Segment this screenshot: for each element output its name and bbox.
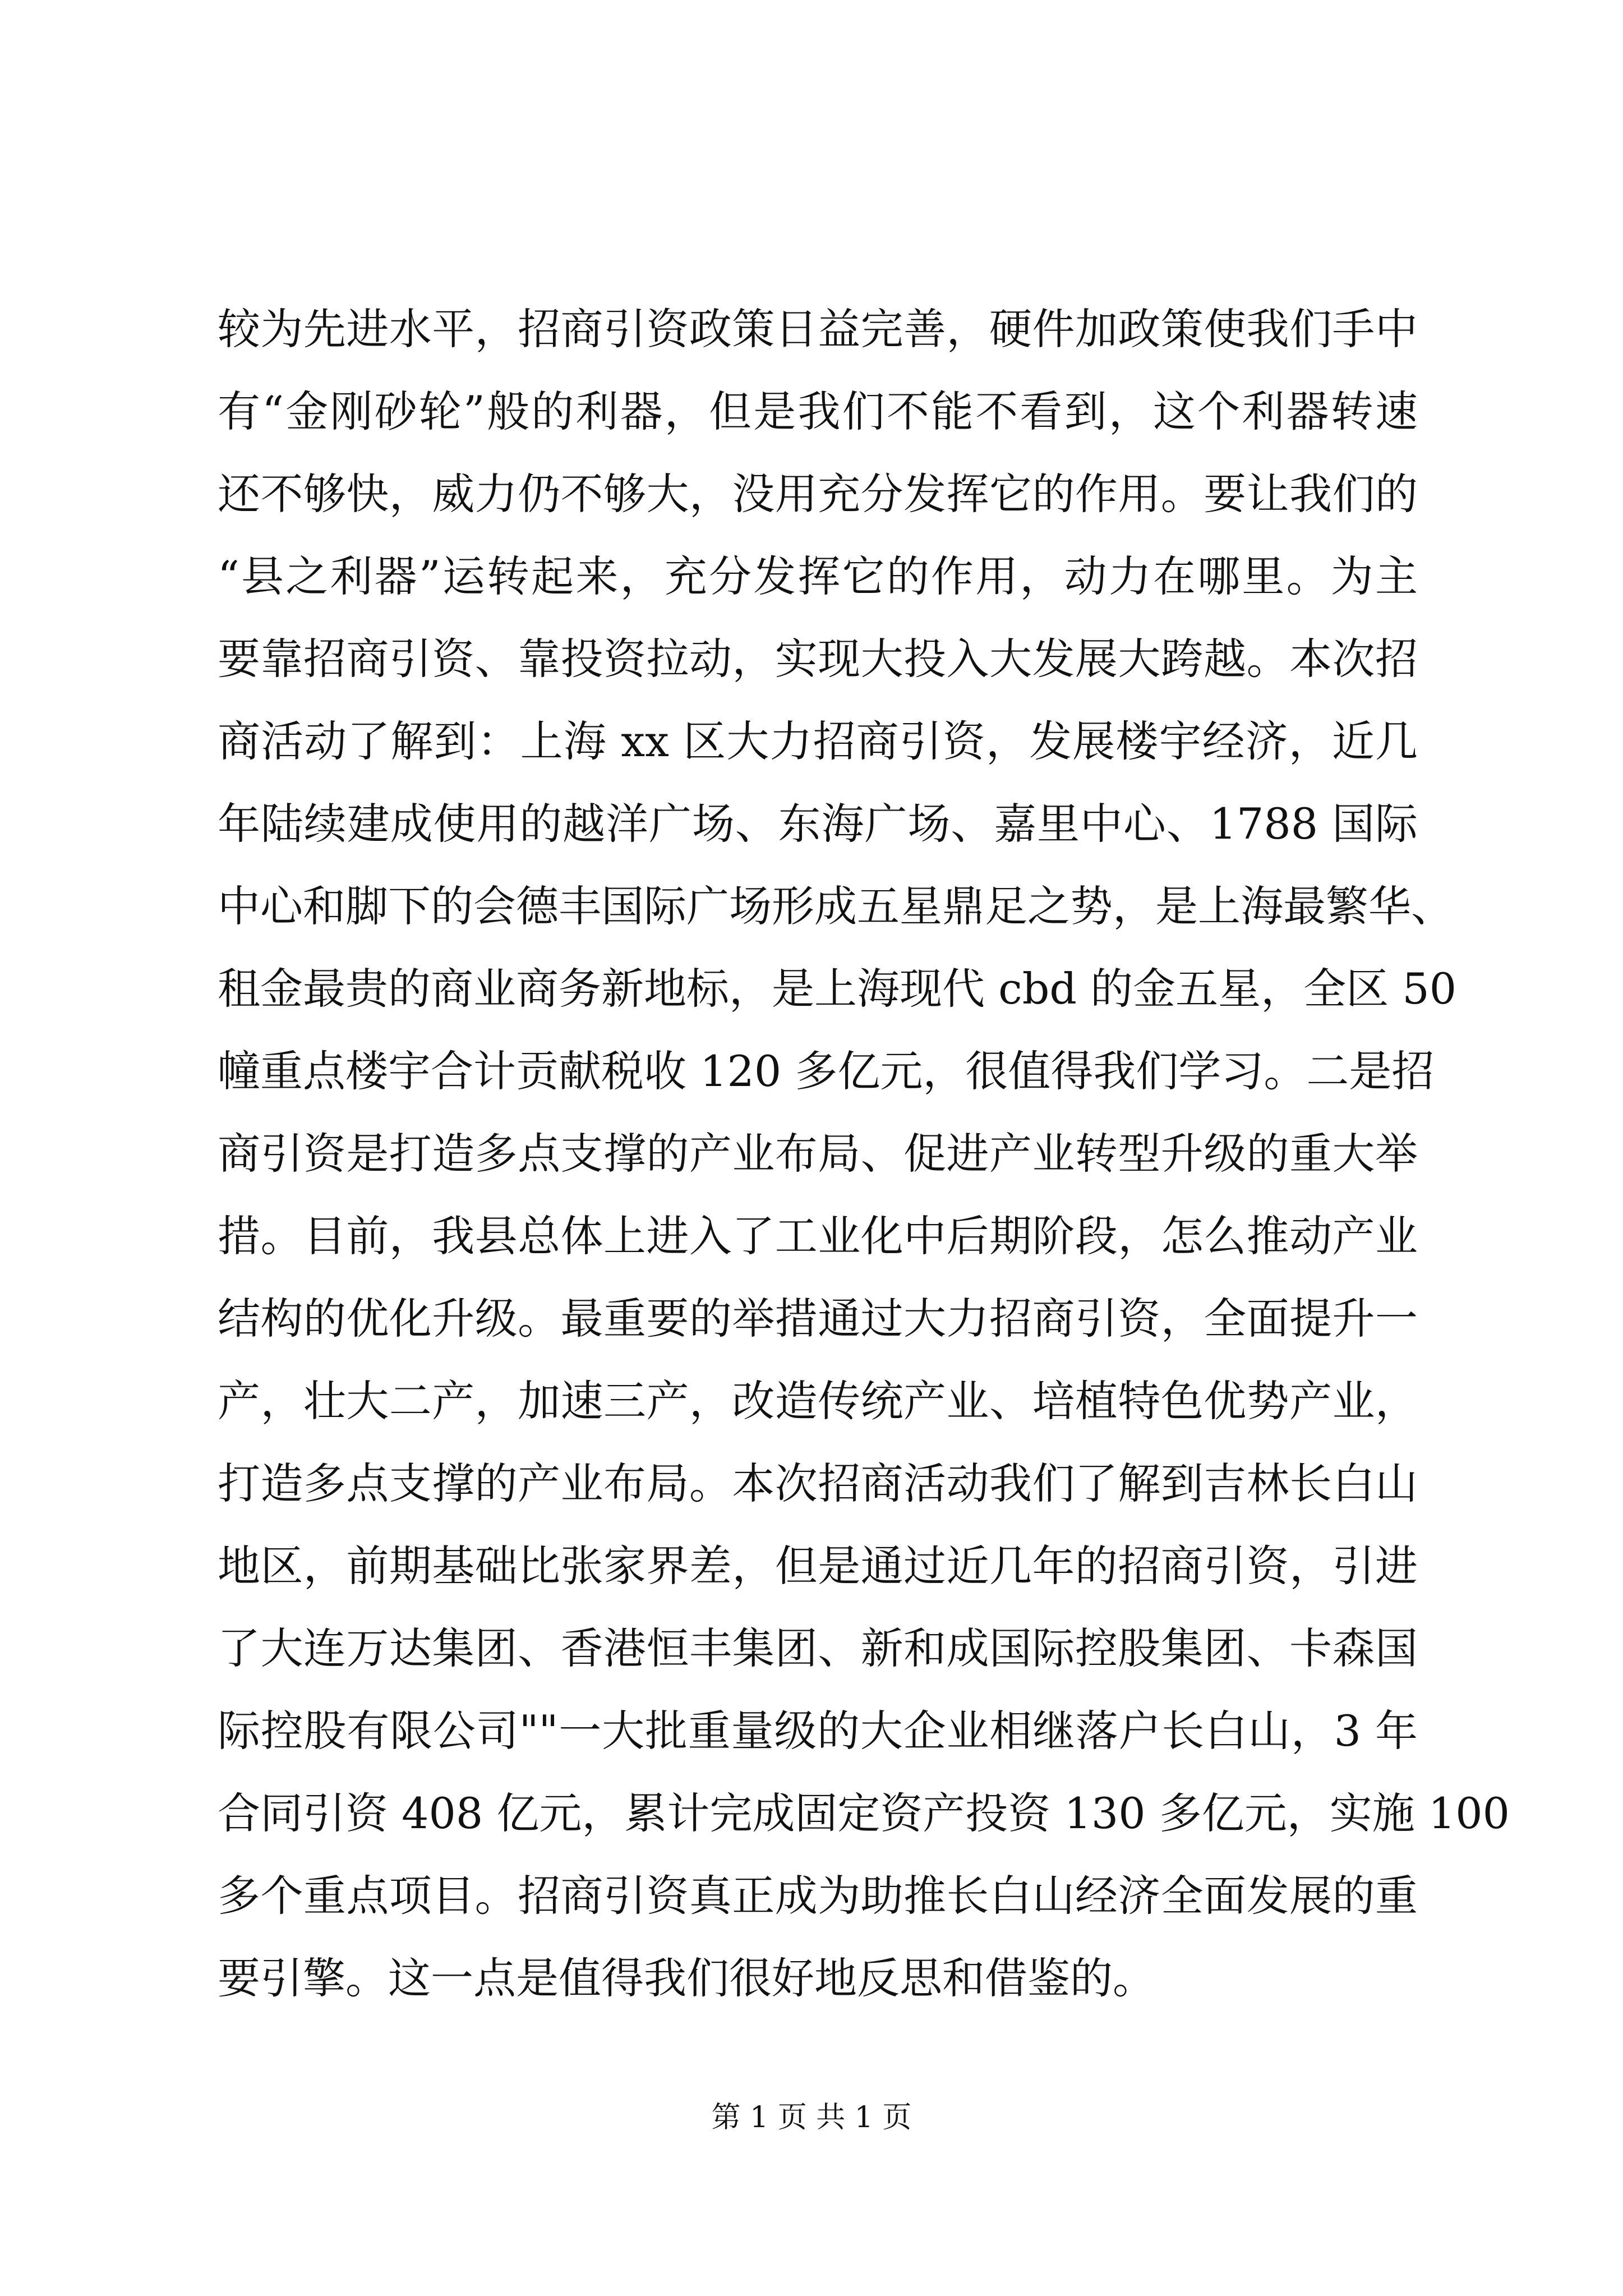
text-line: 有“金刚砂轮”般的利器，但是我们不能不看到，这个利器转速 <box>218 386 1418 436</box>
text-line: “县之利器”运转起来，充分发挥它的作用，动力在哪里。为主 <box>218 551 1418 601</box>
text-line-last: 要引擎。这一点是值得我们很好地反思和借鉴的。 <box>218 1953 1155 2003</box>
text-line: 较为先进水平，招商引资政策日益完善，硬件加政策使我们手中 <box>218 304 1418 354</box>
text-line: 产，壮大二产，加速三产，改造传统产业、培植特色优势产业， <box>218 1376 1418 1426</box>
page-footer <box>0 2098 1623 2137</box>
text-line: 还不够快，威力仍不够大，没用充分发挥它的作用。要让我们的 <box>218 469 1418 519</box>
text-line: 年陆续建成使用的越洋广场、东海广场、嘉里中心、1788 国际 <box>218 799 1418 849</box>
text-line: 了大连万达集团、香港恒丰集团、新和成国际控股集团、卡森国 <box>218 1623 1418 1673</box>
text-line: 中心和脚下的会德丰国际广场形成五星鼎足之势，是上海最繁华、 <box>218 881 1454 931</box>
text-line: 结构的优化升级。最重要的举措通过大力招商引资，全面提升一 <box>218 1294 1418 1343</box>
text-line: 要靠招商引资、靠投资拉动，实现大投入大发展大跨越。本次招 <box>218 634 1418 684</box>
text-line: 打造多点支撑的产业布局。本次招商活动我们了解到吉林长白山 <box>218 1458 1418 1508</box>
text-line: 多个重点项目。招商引资真正成为助推长白山经济全面发展的重 <box>218 1871 1418 1921</box>
text-line: 地区，前期基础比张家界差，但是通过近几年的招商引资，引进 <box>218 1541 1418 1591</box>
text-line: 合同引资 408 亿元，累计完成固定资产投资 130 多亿元，实施 100 <box>218 1788 1510 1838</box>
text-line: 际控股有限公司""一大批重量级的大企业相继落户长白山，3 年 <box>218 1706 1418 1756</box>
text-line: 租金最贵的商业商务新地标，是上海现代 cbd 的金五星，全区 50 <box>218 964 1457 1014</box>
text-line: 商活动了解到：上海 xx 区大力招商引资，发展楼宇经济，近几 <box>218 716 1418 766</box>
page-number-label: 第 1 页 共 1 页 <box>711 2101 912 2134</box>
text-line: 措。目前，我县总体上进入了工业化中后期阶段，怎么推动产业 <box>218 1211 1418 1261</box>
text-line: 幢重点楼宇合计贡献税收 120 多亿元，很值得我们学习。二是招 <box>218 1046 1435 1096</box>
text-line: 商引资是打造多点支撑的产业布局、促进产业转型升级的重大举 <box>218 1129 1418 1179</box>
